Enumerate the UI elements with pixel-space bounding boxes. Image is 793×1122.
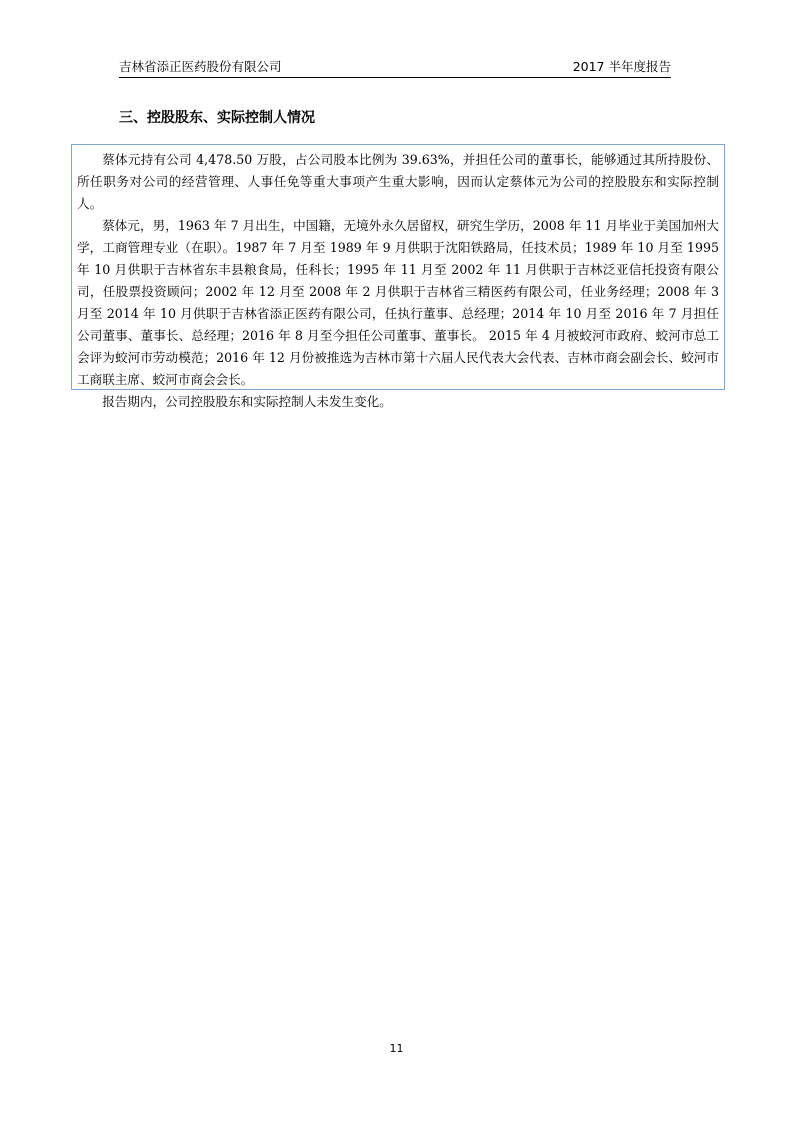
controlling-shareholder-text-box — [71, 144, 725, 409]
page-number: 11 — [389, 1042, 404, 1055]
paragraph-shareholding: 蔡体元持有公司 4,478.50 万股，占公司股本比例为 39.63%，并担任公司的董事长，能够通过其所持股份、所任职务对公司的经营管理、人事任免等重大事项产生重大影响，因而认定蔡体元为公司的控股股东和实际控制人。 — [77, 152, 719, 211]
header-company-name: 吉林省添正医药股份有限公司 — [119, 59, 282, 74]
paragraph-biography: 蔡体元，男，1963 年 7 月出生，中国籍，无境外永久居留权，研究生学历，2008 年 11 月毕业于美国加州大学，工商管理专业（在职）。1987 年 7 月至 1989 年 9 月供职于沈阳铁路局，任技术员；1989 年 10 月至 1995 年 10 月供职于吉林省东丰县粮食局，任科长；1995 年 11 月至 2002 年 11 月供职于吉林泛亚信托投资有限公司，任股票投资顾问；2002 年 12 月至 2008 年 2 月供职于吉林省三精医药有限公司，任业务经理；2008 年 3 月至 2014 年 10 月供职于吉林省添正医药有限公司，任执行董事、总经理；2014 年 10 月至 2016 年 7 月担任公司董事、董事长、总经理；2016 年 8 月至今担任公司董事、董事长。 2015 年 4 月被蛟河市政府、蛟河市总工会评为蛟河市劳动模范；2016 年 12 月份被推选为吉林市第十六届人民代表大会代表、吉林市商会副会长、蛟河市工商联主席、蛟河市商会会长。 — [77, 218, 719, 387]
paragraph-no-change: 报告期内，公司控股股东和实际控制人未发生变化。 — [102, 394, 392, 409]
page-header — [119, 59, 671, 78]
section-title: 三、控股股东、实际控制人情况 — [119, 110, 315, 126]
header-report-title: 2017 半年度报告 — [572, 59, 671, 74]
